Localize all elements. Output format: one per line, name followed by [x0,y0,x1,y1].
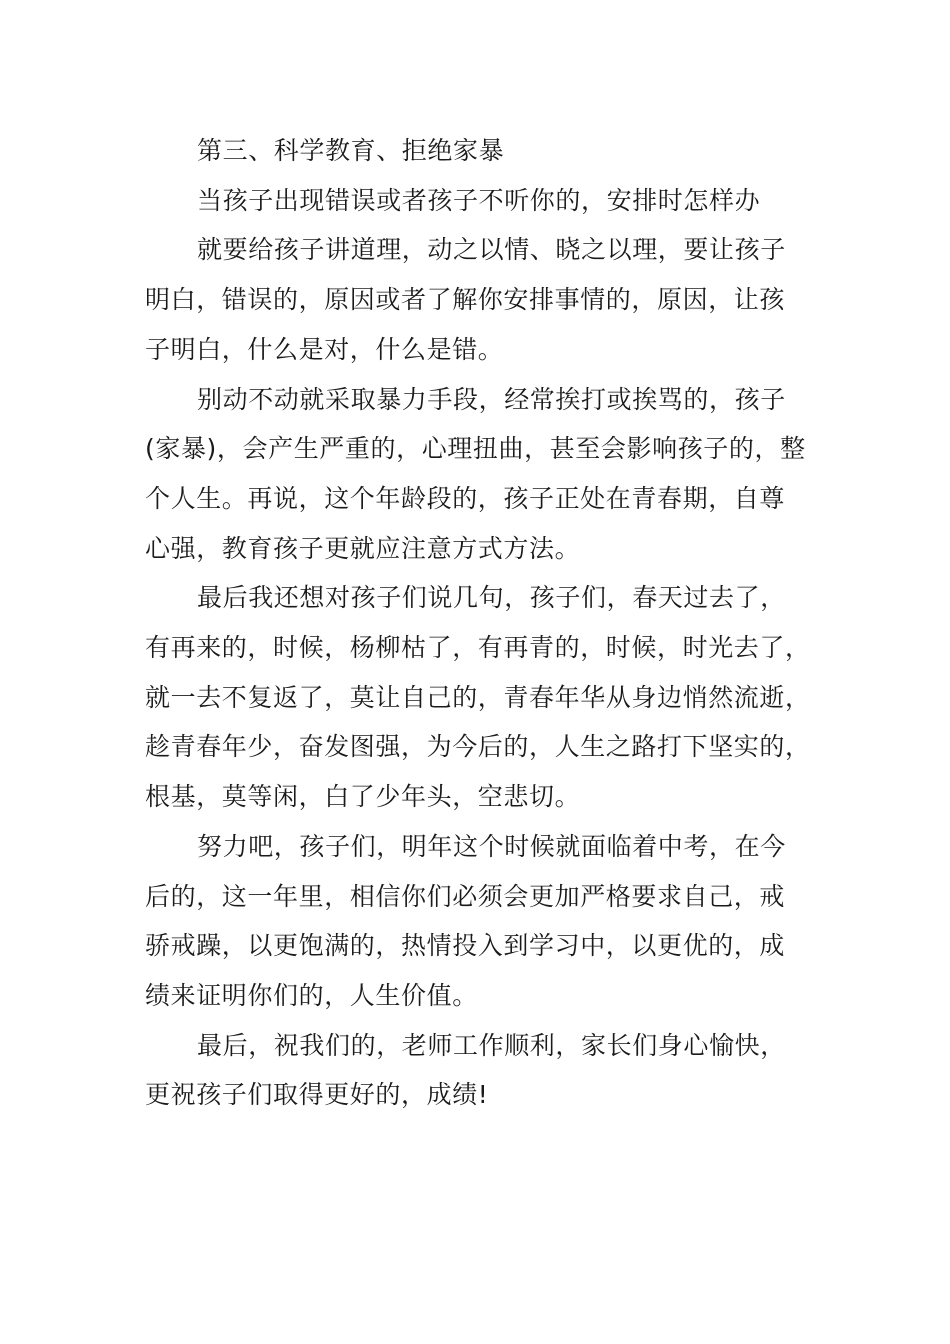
text-line: 子明白，什么是对，什么是错。 [145,334,504,364]
text-line: 后的，这一年里，相信你们必须会更加严格要求自己，戒 [145,881,786,911]
text-line: 就一去不复返了，莫让自己的，青春年华从身边悄然流逝， [145,682,811,712]
paragraph-closing-wishes [145,1021,825,1120]
text-line: 努力吧，孩子们，明年这个时候就面临着中考，在今 [197,831,786,861]
paragraph-heading-section-three [145,126,825,176]
text-line: 最后我还想对孩子们说几句，孩子们，春天过去了， [197,583,786,613]
paragraph-reasoning [145,225,825,374]
text-line: (家暴)，会产生严重的，心理扭曲，甚至会影响孩子的，整 [145,434,806,464]
text-line: 明白，错误的，原因或者了解你安排事情的，原因，让孩 [145,285,786,315]
paragraph-question [145,176,825,226]
text-line: 个人生。再说，这个年龄段的，孩子正处在青春期，自尊 [145,483,786,513]
paragraph-message-to-children [145,573,825,822]
text-line: 别动不动就采取暴力手段，经常挨打或挨骂的，孩子 [197,384,786,414]
text-line: 心强，教育孩子更就应注意方式方法。 [145,533,581,563]
document-body [145,126,825,1120]
text-line: 更祝孩子们取得更好的，成绩! [145,1080,489,1110]
text-line: 绩来证明你们的，人生价值。 [145,980,478,1010]
paragraph-no-violence [145,375,825,574]
text-line: 根基，莫等闲，白了少年头，空悲切。 [145,782,581,812]
text-line: 有再来的，时候，杨柳枯了，有再青的，时候，时光去了， [145,633,811,663]
text-line: 趁青春年少，奋发图强，为今后的，人生之路打下坚实的， [145,732,811,762]
paragraph-encouragement [145,822,825,1021]
text-line: 就要给孩子讲道理，动之以情、晓之以理，要让孩子 [197,235,786,265]
text-line: 当孩子出现错误或者孩子不听你的，安排时怎样办 [197,185,761,215]
text-line: 骄戒躁，以更饱满的，热情投入到学习中，以更优的，成 [145,931,786,961]
text-line: 第三、科学教育、拒绝家暴 [197,136,505,165]
text-line: 最后，祝我们的，老师工作顺利，家长们身心愉快， [197,1030,786,1060]
